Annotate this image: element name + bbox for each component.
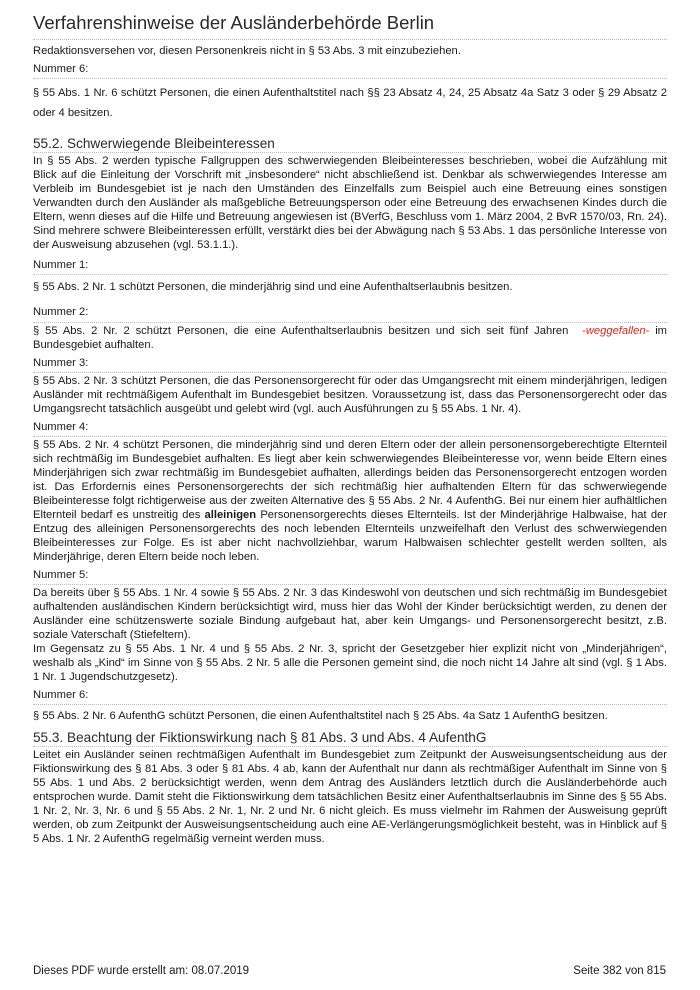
nummer-5-paragraph-1: Da bereits über § 55 Abs. 1 Nr. 4 sowie § 55 Abs. 2 Nr. 3 das Kindeswohl von deutschen und sich rechtmäßig im Bundesgebiet aufhaltenden ausländischen Kindern berücksichtigt wird, muss hier das Wohl der Kinder berücksichtigt werden, zu denen der Ausländer eine schützenswerte soziale Bindung aufgebaut hat, aber kein Umgangs- und Personensorgerecht besitzt, z.B. soziale Vaterschaft (Stiefeltern).	[33, 587, 667, 641]
nummer-6-paragraph-2: § 55 Abs. 2 Nr. 6 AufenthG schützt Personen, die einen Aufenthaltstitel nach § 25 Abs. 4a Satz 1 AufenthG besitzen.	[33, 710, 608, 722]
weggefallen-marker: -weggefallen-	[582, 325, 650, 337]
nummer-5-paragraph-2: Im Gegensatz zu § 55 Abs. 1 Nr. 4 und § 55 Abs. 2 Nr. 3, spricht der Gesetzgeber hier explizit nicht von „Minderjährigen“, weshalb als „Kind“ im Sinne von § 55 Abs. 2 Nr. 5 alle die Personen gemeint sind, die noch nicht 14 Jahre alt sind (vgl. § 1 Abs. 1 Nr. 1 Jugendschutzgesetz).	[33, 643, 667, 683]
section-55-3-paragraph: Leitet ein Ausländer seinen rechtmäßigen Aufenthalt im Bundesgebiet zum Zeitpunkt der Ausweisungsentscheidung aus der Fiktionswirkung des § 81 Abs. 3 oder § 81 Abs. 4 ab, kann der Aufenthalt nur dann als rechtmäßiger Aufenthalt im Sinne von § 55 Abs. 1 und Abs. 2 berücksichtigt werden, wenn dem Antrag des Ausländers letztlich durch die Ausländerbehörde auch entsprochen wurde. Damit steht die Fiktionswirkung dem tatsächlichen Besitz einer Aufenthaltserlaubnis im Sinne des § 55 Abs. 1 Nr. 2, Nr. 3, Nr. 6 und § 55 Abs. 2 Nr. 1, Nr. 2 und Nr. 6 nicht gleich. Es muss vielmehr im Rahmen der Ausweisung geprüft werden, ob zum Zeitpunkt der Ausweisungsentscheidung auch eine AE-Verlängerungsmöglichkeit besteht, was in Hinblick auf § 5 Abs. 1 Nr. 2 AufenthG regelmäßig verneint werden muss.	[33, 749, 667, 845]
section-55-2-paragraph: In § 55 Abs. 2 werden typische Fallgruppen des schwerwiegenden Bleibeinteresses beschrieben, wobei die Aufzählung mit Blick auf die Einleitung der Vorschrift mit „insbesondere“ nicht abschließend ist. Denkbar als schwerwiegendes Interesse am Verbleib im Bundesgebiet ist je nach den Umständen des Einzelfalls zum Beispiel auch eine Betreuung eines sonstigen Verwandten durch den Ausländer als maßgebliche Betreuungsperson oder eine Betreuung des erwachsenen Kindes durch die Eltern, wenn dieses auf die Hilfe und Betreuung angewiesen ist (BVerfG, Beschluss vom 1. März 2004, 2 BvR 1570/03, Rn. 24). Sind mehrere schwere Bleibeinteressen erfüllt, verstärkt dies bei der Abwägung nach § 53 Abs. 1 das persönliche Interesse von der Ausweisung abzusehen (vgl. 53.1.1.).	[33, 155, 667, 251]
nummer-1-paragraph: § 55 Abs. 2 Nr. 1 schützt Personen, die minderjährig sind und eine Aufenthaltserlaubnis besitzen.	[33, 281, 513, 293]
nummer-3-paragraph: § 55 Abs. 2 Nr. 3 schützt Personen, die das Personensorgerecht für oder das Umgangsrecht mit einem minderjährigen, ledigen Ausländer mit rechtmäßigem Aufenthalt im Bundesgebiet besitzen. Voraussetzung ist, dass das Personensorgerecht oder das Umgangsrecht tatsächlich ausgeübt und gelebt wird (vgl. auch Ausführungen zu § 55 Abs. 1 Nr. 4).	[33, 375, 667, 415]
section-55-2-heading: 55.2. Schwerwiegende Bleibeinteressen	[33, 135, 667, 153]
nummer-5-label: Nummer 5:	[33, 568, 667, 585]
nummer-1-label: Nummer 1:	[33, 258, 667, 275]
nummer-4-paragraph	[33, 438, 667, 564]
nummer-2-label: Nummer 2:	[33, 306, 89, 318]
footer-created-date: Dieses PDF wurde erstellt am: 08.07.2019	[33, 965, 250, 977]
nummer-6-label: Nummer 6:	[33, 62, 667, 79]
nummer-4-text-after: Personensorgerechts dieses Elternteils. Ist der Minderjährige Halbwaise, hat der Entzug des alleinigen Personensorgerechts des noch lebenden Elternteils unzweifelhaft den Verlust des schwerwiegenden Bleibeinteresses zur Folge. Es ist aber nicht nachvollziehbar, warum Halbwaisen schlechter gestellt werden sollten, als Minderjährige, deren Eltern beide noch leben.	[33, 509, 668, 563]
nummer-4-label: Nummer 4:	[33, 420, 667, 437]
page-footer	[33, 964, 666, 978]
section-55-3-heading: 55.3. Beachtung der Fiktionswirkung nach § 81 Abs. 3 und Abs. 4 AufenthG	[33, 729, 667, 747]
intro-paragraph: Redaktionsversehen vor, diesen Personenkreis nicht in § 53 Abs. 3 mit einzubeziehen.	[33, 45, 461, 57]
nummer-2-text-before: § 55 Abs. 2 Nr. 2 schützt Personen, die eine Aufenthaltserlaubnis besitzen und sich seit fünf Jahren	[33, 325, 569, 337]
nummer-4-text-before: § 55 Abs. 2 Nr. 4 schützt Personen, die minderjährig sind und deren Eltern oder der allein personensorgeberechtigte Elternteil sich rechtmäßig im Bundesgebiet aufhalten. Es liegt aber kein schwerwiegendes Bleibeinteresse vor, wenn beide Eltern eines Minderjährigen sich zwar rechtmäßig im Bundesgebiet aufhalten, allerdings beiden das Personensorgerecht entzogen worden ist. Das Erfordernis eines Personensorgerechts der sich rechtmäßig hier aufhaltenden Eltern für das schwerwiegende Bleibeinteresse folgt richtigerweise aus der zweiten Alternative des § 55 Abs. 2 Nr. 4 AufenthG. Bei nur einem hier aufhältlichen Elternteil bedarf es unstreitig des	[33, 439, 667, 521]
nummer-2-text-after: im Bundesgebiet aufhalten.	[33, 325, 667, 351]
document-title: Verfahrenshinweise der Ausländerbehörde Berlin	[33, 11, 667, 40]
document-page	[33, 11, 667, 846]
nummer-6-paragraph: § 55 Abs. 1 Nr. 6 schützt Personen, die einen Aufenthaltstitel nach §§ 23 Absatz 4, 24, 25 Absatz 4a Satz 3 oder § 29 Absatz 2 oder 4 besitzen.	[33, 87, 667, 119]
nummer-2-paragraph	[33, 322, 667, 352]
footer-page-number: Seite 382 von 815	[573, 965, 666, 977]
nummer-6-label-2: Nummer 6:	[33, 688, 667, 705]
alleinigen-emphasis: alleinigen	[204, 509, 257, 521]
nummer-3-label: Nummer 3:	[33, 356, 667, 373]
